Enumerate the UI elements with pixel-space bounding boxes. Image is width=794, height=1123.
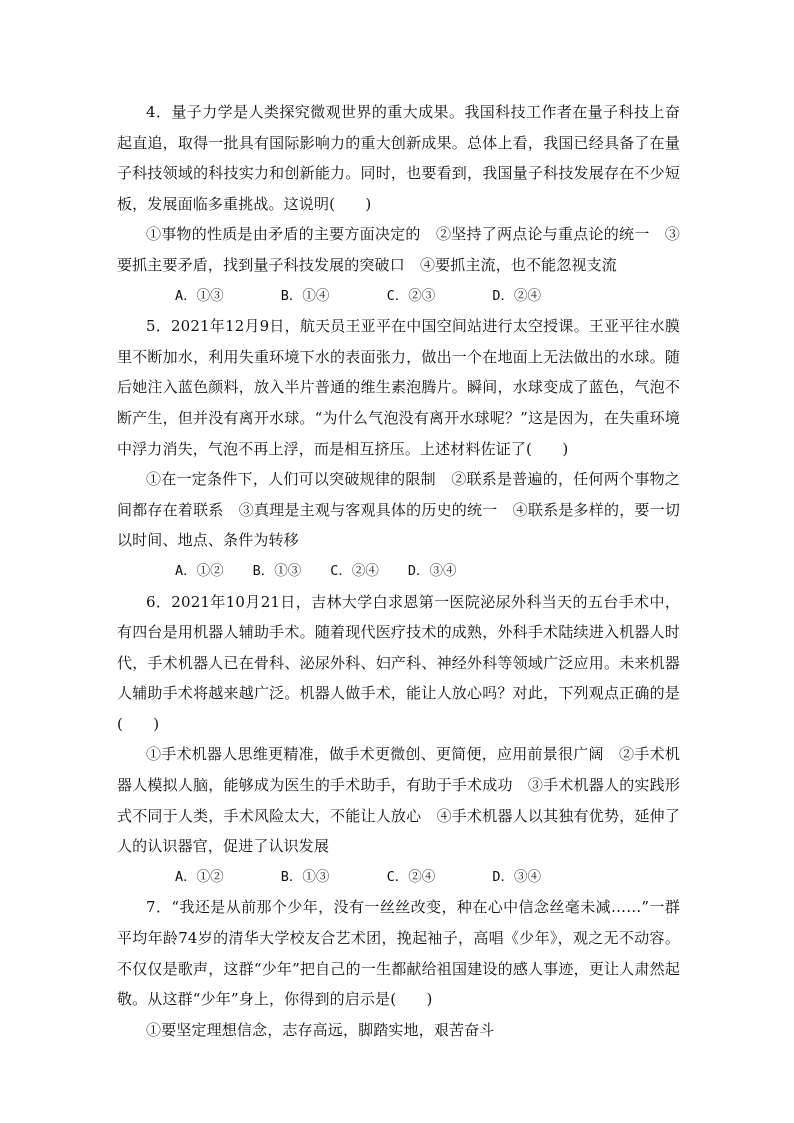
choice-c: C．②③ [386,287,436,304]
choice-c: C．②④ [386,868,436,885]
question-statements: ①要坚定理想信念，志存高远，脚踏实地，艰苦奋斗 [146,1020,495,1039]
question-4 [117,97,680,311]
question-6 [117,587,680,893]
question-5 [117,311,680,586]
question-stem: 7．“我还是从前那个少年，没有一丝丝改变，种在心中信念丝毫未减……”一群平均年龄74岁的清华大学校友合艺术团，挽起袖子，高唱《少年》，观之无不动容。不仅仅是歌声，这群“少年”把自己的一生都献给祖国建设的感人事迹，更让人肃然起敬。从这群“少年”身上，你得到的启示是( ) [117,898,680,1009]
choice-a: A．①② [175,562,224,579]
question-statements: ①手术机器人思维更精准，做手术更微创、更简便，应用前景很广阔 ②手术机器人模拟人脑，能够成为医生的手术助手，有助于手术成功 ③手术机器人的实践形式不同于人类，手术风险太大，不能让人放心 ④手术机器人以其独有优势，延伸了人的认识器官，促进了认识发展 [117,745,680,856]
question-statements: ①事物的性质是由矛盾的主要方面决定的 ②坚持了两点论与重点论的统一 ③要抓主要矛盾，找到量子科技发展的突破口 ④要抓主流，也不能忽视支流 [117,225,680,274]
question-statements: ①在一定条件下，人们可以突破规律的限制 ②联系是普遍的，任何两个事物之间都存在着联系 ③真理是主观与客观具体的历史的统一 ④联系是多样的，要一切以时间、地点、条件为转移 [117,470,680,550]
choice-d: D．③④ [407,562,457,579]
choice-b: B．①④ [280,287,330,304]
choice-d: D．③④ [492,868,541,885]
answer-choices [117,556,680,587]
question-stem: 4．量子力学是人类探究微观世界的重大成果。我国科技工作者在量子科技上奋起直追，取得一批具有国际影响力的重大创新成果。总体上看，我国已经具备了在量子科技领域的科技实力和创新能力。同时，也要看到，我国量子科技发展存在不少短板，发展面临多重挑战。这说明( ) [117,103,680,213]
choice-b: B．①③ [280,868,330,885]
choice-d: D．②④ [492,287,541,304]
answer-choices [117,862,680,893]
choice-a: A．①② [175,868,224,885]
question-stem: 6．2021年10月21日，吉林大学白求恩第一医院泌尿外科当天的五台手术中，有四台是用机器人辅助手术。随着现代医疗技术的成熟，外科手术陆续进入机器人时代，手术机器人已在骨科、泌尿外科、妇产科、神经外科等领域广泛应用。未来机器人辅助手术将越来越广泛。机器人做手术，能让人放心吗？对此，下列观点正确的是( ) [117,592,680,733]
choice-c: C．②④ [330,562,379,579]
question-7 [117,892,680,1045]
answer-choices [117,281,680,312]
question-list [117,97,680,1045]
question-stem: 5．2021年12月9日，航天员王亚平在中国空间站进行太空授课。王亚平往水膜里不断加水，利用失重环境下水的表面张力，做出一个在地面上无法做出的水球。随后她注入蓝色颜料，放入半片普通的维生素泡腾片。瞬间，水球变成了蓝色，气泡不断产生，但并没有离开水球。“为什么气泡没有离开水球呢？”这是因为，在失重环境中浮力消失，气泡不再上浮，而是相互挤压。上述材料佐证了( ) [117,317,680,458]
choice-a: A．①③ [175,287,224,304]
choice-b: B．①③ [252,562,302,579]
